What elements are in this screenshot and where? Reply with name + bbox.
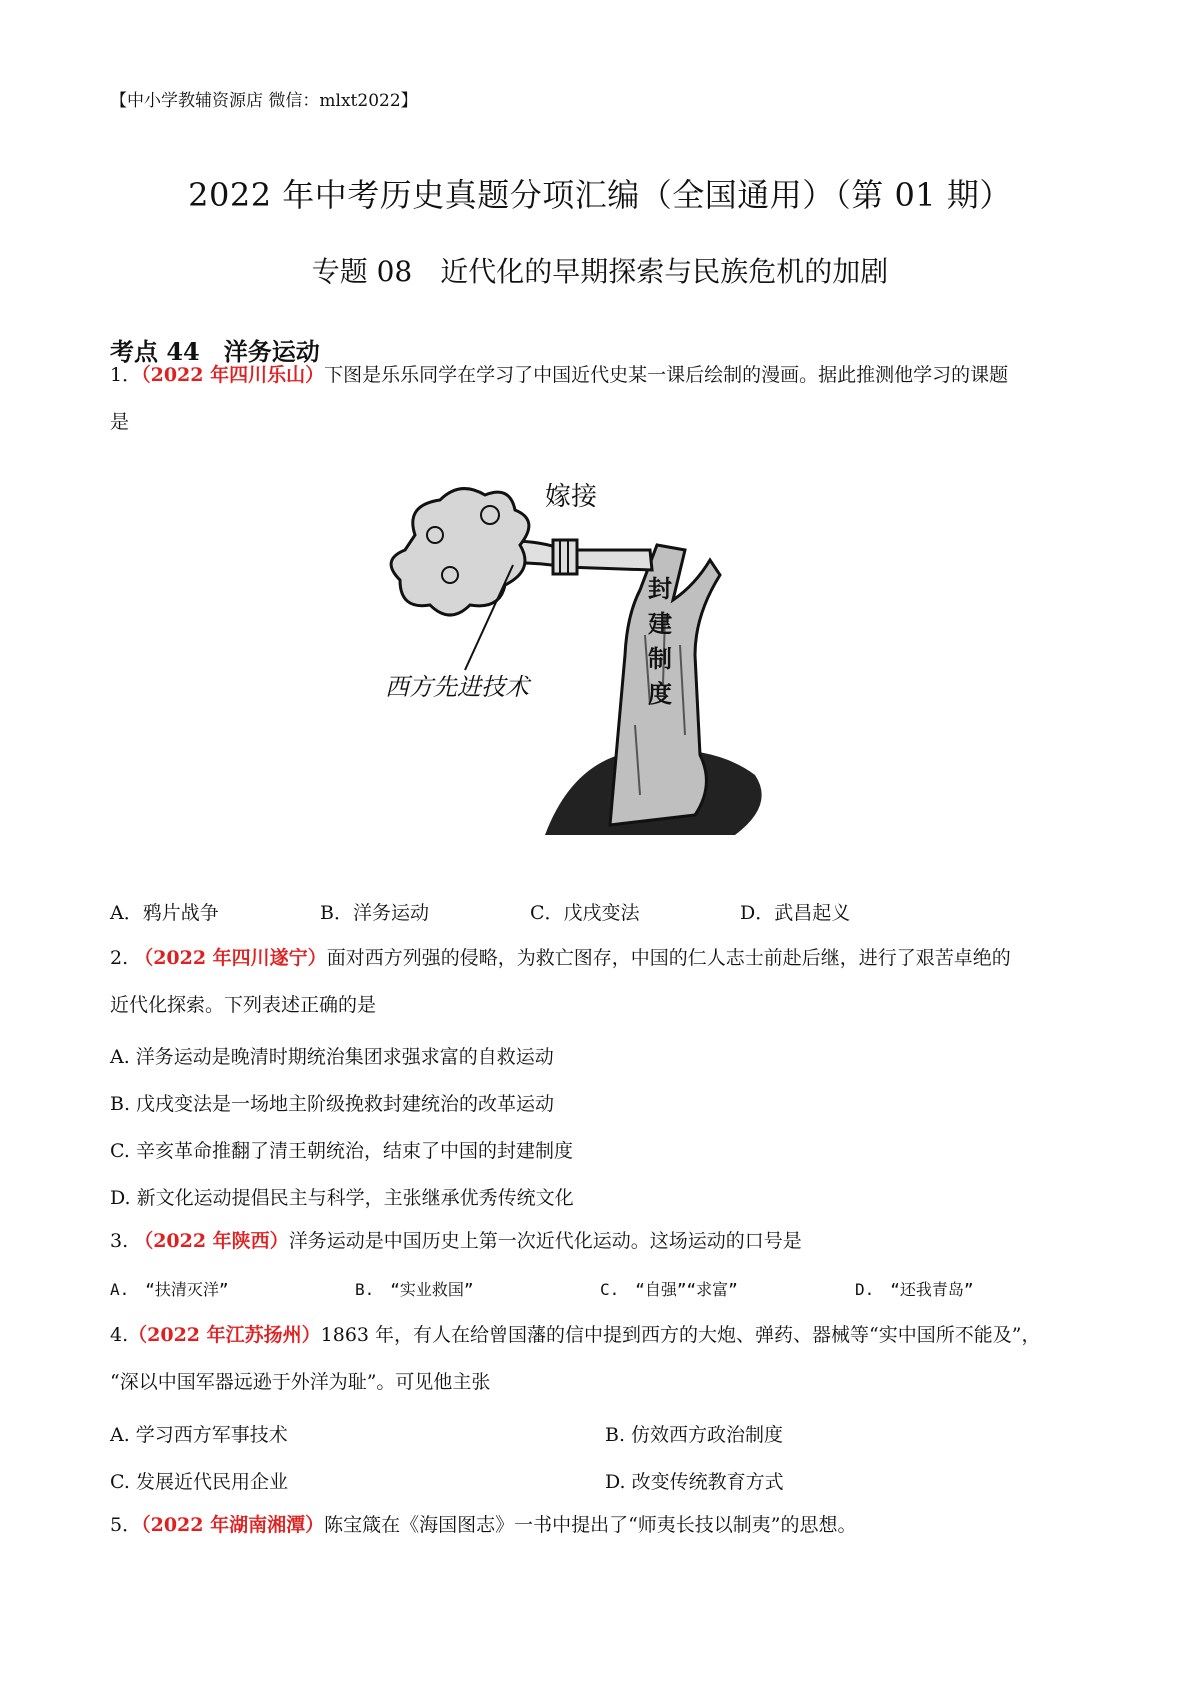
question-text-continued: 近代化探索。下列表述正确的是 <box>110 994 377 1016</box>
question-source: （2022 年四川乐山） <box>141 364 325 386</box>
option-d[interactable]: D. 改变传统教育方式 <box>605 1471 784 1493</box>
question-4-options-row-2 <box>110 1467 1100 1507</box>
question-text: 洋务运动是中国历史上第一次近代化运动。这场运动的口号是 <box>288 1230 802 1252</box>
option-c[interactable]: C. “自强”“求富” <box>600 1280 738 1299</box>
label-feudal-3: 制 <box>648 645 672 673</box>
option-b[interactable]: B．洋务运动 <box>320 902 429 924</box>
header-note: 【中小学教辅资源店 微信：mlxt2022】 <box>110 91 418 111</box>
question-4 <box>110 1312 1100 1406</box>
question-text: 面对西方列强的侵略，为救亡图存，中国的仁人志士前赴后继，进行了艰苦卓绝的 <box>326 947 1011 969</box>
question-2 <box>110 935 1100 1029</box>
question-source: （2022 年湖南湘潭） <box>141 1514 325 1536</box>
question-source: （2022 年四川遂宁） <box>134 947 327 969</box>
question-1 <box>110 352 1100 446</box>
foliage-cloud <box>391 489 529 615</box>
option-a[interactable]: A. 学习西方军事技术 <box>110 1424 288 1446</box>
label-feudal-1: 封 <box>648 575 672 603</box>
question-source: （2022 年江苏扬州） <box>128 1324 321 1346</box>
question-number: 1． <box>110 364 142 386</box>
label-graft: 嫁接 <box>545 482 598 512</box>
question-text-continued: “深以中国军器远逊于外洋为耻”。可见他主张 <box>110 1371 491 1393</box>
option-d[interactable]: D．武昌起义 <box>740 902 851 924</box>
label-western-tech: 西方先进技术 <box>385 673 529 701</box>
question-4-options-row-1 <box>110 1420 1100 1460</box>
question-5 <box>110 1502 1100 1549</box>
option-b[interactable]: B. 仿效西方政治制度 <box>605 1424 784 1446</box>
question-number: 5． <box>110 1514 142 1536</box>
question-source: （2022 年陕西） <box>134 1230 289 1252</box>
question-text-continued: 是 <box>110 411 130 433</box>
option-b[interactable]: B. 戊戌变法是一场地主阶级挽救封建统治的改革运动 <box>110 1093 555 1115</box>
option-c[interactable]: C. 发展近代民用企业 <box>110 1471 288 1493</box>
question-text: 陈宝箴在《海国图志》一书中提出了“师夷长技以制夷”的思想。 <box>324 1514 857 1536</box>
option-c[interactable]: C. 辛亥革命推翻了清王朝统治，结束了中国的封建制度 <box>110 1140 573 1162</box>
cartoon-illustration <box>385 482 795 840</box>
option-d[interactable]: D. 新文化运动提倡民主与科学，主张继承优秀传统文化 <box>110 1187 574 1209</box>
option-a[interactable]: A. 洋务运动是晚清时期统治集团求强求富的自救运动 <box>110 1046 554 1068</box>
question-text: 1863 年，有人在给曾国藩的信中提到西方的大炮、弹药、器械等“实中国所不能及”， <box>320 1324 1041 1346</box>
page-subtitle: 专题 08 近代化的早期探索与民族危机的加剧 <box>311 255 889 288</box>
question-number: 4. <box>110 1324 129 1346</box>
option-c[interactable]: C．戊戌变法 <box>530 902 640 924</box>
option-a[interactable]: A．鸦片战争 <box>110 902 219 924</box>
label-feudal-4: 度 <box>648 680 672 708</box>
question-1-options <box>110 898 1100 938</box>
option-a[interactable]: A. “扶清灭洋” <box>110 1280 229 1299</box>
section-heading: 考点 44 洋务运动 <box>110 337 320 366</box>
question-3-options <box>110 1277 1100 1317</box>
question-number: 2. <box>110 947 129 969</box>
question-number: 3. <box>110 1230 129 1252</box>
question-3 <box>110 1218 1100 1265</box>
page-title: 2022 年中考历史真题分项汇编（全国通用）（第 01 期） <box>188 176 1012 214</box>
question-text: 下图是乐乐同学在学习了中国近代史某一课后绘制的漫画。据此推测他学习的课题 <box>324 364 1009 386</box>
option-d[interactable]: D. “还我青岛” <box>855 1280 974 1299</box>
graft-bandage <box>553 540 577 574</box>
label-feudal-2: 建 <box>648 610 672 638</box>
option-b[interactable]: B. “实业救国” <box>355 1280 474 1299</box>
